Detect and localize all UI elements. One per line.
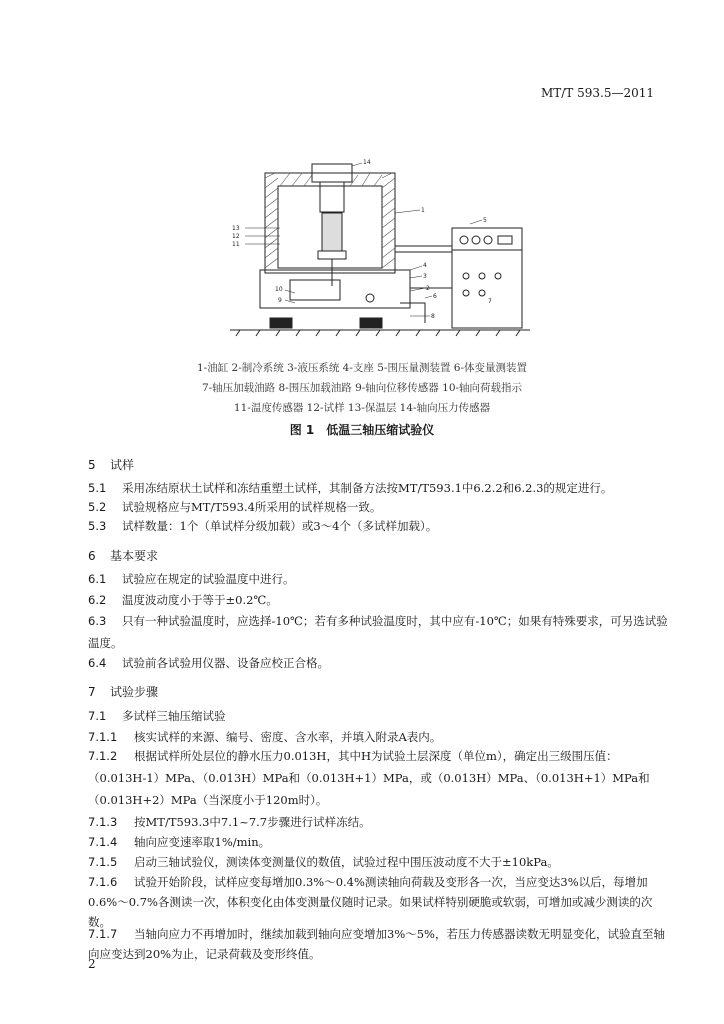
clause-text: 按MT/T593.3中7.1~7.7步骤进行试样冻结。 <box>134 815 371 829</box>
fig-label: 14 <box>363 159 371 166</box>
fig-label: 11 <box>232 241 240 248</box>
clause-text: 采用冻结原状土试样和冻结重塑土试样，其制备方法按MT/T593.1中6.2.2和6.2.3的规定进行。 <box>122 481 613 495</box>
sample <box>322 213 342 251</box>
section-title: 试验步骤 <box>110 685 159 699</box>
clause-text: 启动三轴试验仪，测读体变测量仪的数值，试验过程中围压波动度不大于±10kPa。 <box>134 855 559 869</box>
clause <box>88 705 668 727</box>
fig-label: 2 <box>426 285 430 292</box>
clause-number: 7.1.7 <box>88 927 118 941</box>
fig-label: 9 <box>278 297 282 304</box>
clause-number: 7.1 <box>88 709 107 723</box>
clause <box>88 745 668 811</box>
figure-title: 图 1 低温三轴压缩试验仪 <box>289 423 435 437</box>
clause-number: 6.2 <box>88 593 107 607</box>
clause-number: 7.1.1 <box>88 730 118 744</box>
page-number: 2 <box>88 957 96 971</box>
clause-text: 根据试样所处层位的静水压力0.013H，其中H为试验土层深度（单位m），确定出三级围压值：（0.013H-1）MPa、（0.013H）MPa和（0.013H+1）MPa，或（0.013H）MPa、（0.013H+1）MPa和（0.013H+2）MPa（当深度小于120m时）。 <box>88 749 650 807</box>
figure-legend-line: 11-温度传感器 12-试样 13-保温层 14-轴向压力传感器 <box>233 402 491 414</box>
clause <box>88 851 668 873</box>
clause-number: 7.1.3 <box>88 815 118 829</box>
clause-text: 试样数量：1个（单试样分级加载）或3～4个（多试样加载）。 <box>122 519 438 533</box>
fig-label: 5 <box>483 217 487 224</box>
clause-text: 温度波动度小于等于±0.2℃。 <box>122 593 278 607</box>
clause <box>88 872 668 932</box>
fig-label: 3 <box>423 273 427 280</box>
clause-text: 只有一种试验温度时，应选择-10℃；若有多种试验温度时，其中应有-10℃；如果有特殊要求，可另选试验温度。 <box>88 614 668 650</box>
section-number: 5 <box>88 458 96 472</box>
figure-legend-line: 1-油缸 2-制冷系统 3-液压系统 4-支座 5-围压量测装置 6-体变量测装置 <box>196 362 528 374</box>
clause-number: 5.3 <box>88 519 107 533</box>
clause-text: 试验前各试验用仪器、设备应校正合格。 <box>122 656 329 670</box>
clause-number: 7.1.4 <box>88 835 118 849</box>
clause <box>88 568 668 590</box>
clause-text: 试验应在规定的试验温度中进行。 <box>122 572 295 586</box>
clause <box>88 924 668 964</box>
section-heading <box>88 456 134 473</box>
clause-number: 5.2 <box>88 500 107 514</box>
section-title: 基本要求 <box>110 549 159 563</box>
clause-text: 多试样三轴压缩试验 <box>122 709 226 723</box>
fig-label: 6 <box>433 293 437 300</box>
fig-label: 1 <box>421 207 425 214</box>
clause-number: 7.1.5 <box>88 855 118 869</box>
clause-text: 试验规格应与MT/T593.4所采用的试样规格一致。 <box>122 500 382 514</box>
section-heading <box>88 683 158 700</box>
clause <box>88 515 668 537</box>
clause-number: 7.1.2 <box>88 749 118 763</box>
fig-label: 7 <box>488 298 492 305</box>
clause-text: 核实试样的来源、编号、密度、含水率，并填入附录A表内。 <box>134 730 442 744</box>
clause <box>88 610 668 654</box>
clause <box>88 811 668 833</box>
clause <box>88 652 668 674</box>
fig-label: 13 <box>232 225 240 232</box>
section-heading <box>88 547 158 564</box>
fig-label: 10 <box>275 286 283 293</box>
standard-number: MT/T 593.5—2011 <box>540 86 654 100</box>
clause-text: 试验开始阶段，试样应变每增加0.3%～0.4%测读轴向荷载及变形各一次，当应变达3%以后，每增加0.6%～0.7%各测读一次，体积变化由体变测量仪随时记录。如果试样特别硬脆或软弱，可增加或减少测读的次数。 <box>88 875 653 929</box>
clause-text: 轴向应变速率取1%/min。 <box>134 835 271 849</box>
clause-number: 6.4 <box>88 656 107 670</box>
clause-number: 5.1 <box>88 481 107 495</box>
apparatus-figure <box>220 158 540 343</box>
section-title: 试样 <box>110 458 135 472</box>
fig-label: 4 <box>423 262 427 269</box>
clause-text: 当轴向应力不再增加时，继续加载到轴向应变增加3%～5%，若压力传感器读数无明显变化，试验直至轴向应变达到20%为止，记录荷载及变形终值。 <box>88 927 665 961</box>
section-number: 6 <box>88 549 96 563</box>
clause-number: 6.1 <box>88 572 107 586</box>
clause-number: 6.3 <box>88 614 107 628</box>
clause <box>88 831 668 853</box>
clause <box>88 589 668 611</box>
fig-label: 12 <box>232 233 240 240</box>
section-number: 7 <box>88 685 96 699</box>
clause-number: 7.1.6 <box>88 875 118 889</box>
figure-legend-line: 7-轴压加载油路 8-围压加载油路 9-轴向位移传感器 10-轴向荷载指示 <box>201 382 523 394</box>
fig-label: 8 <box>431 313 435 320</box>
